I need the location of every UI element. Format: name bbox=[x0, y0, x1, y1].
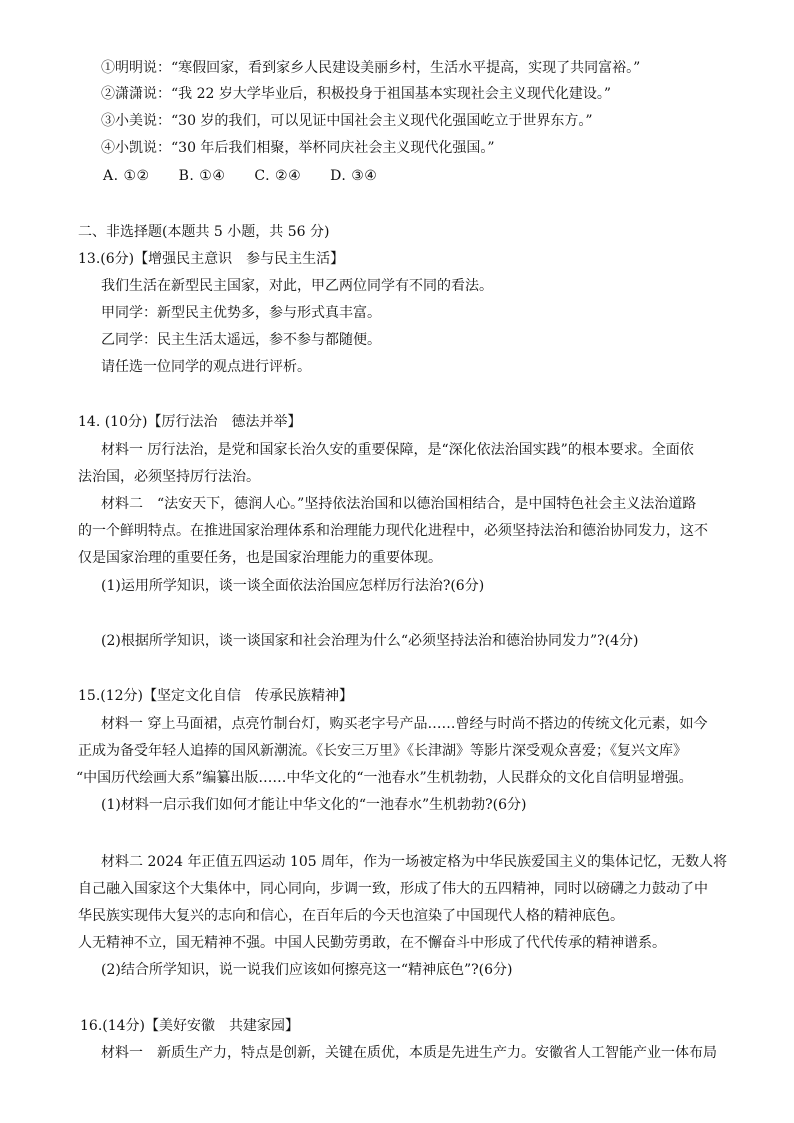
section-title: 二、非选择题(本题共 5 小题，共 56 分) bbox=[78, 224, 330, 240]
q14-header: 14. (10分)【厉行法治 德法并举】 bbox=[78, 414, 302, 430]
q14-line: 材料一 厉行法治，是党和国家长治久安的重要保障，是“深化依法治国实践”的根本要求。全面依 bbox=[101, 442, 694, 458]
q16-header: 16.(14分)【美好安徽 共建家园】 bbox=[80, 1018, 300, 1034]
opinion-4: ④小凯说：“30 年后我们相聚，举杯同庆社会主义现代化强国。” bbox=[101, 140, 495, 156]
answer-options: A. ①② B. ①④ C. ②④ D. ③④ bbox=[103, 168, 378, 184]
q13-line: 我们生活在新型民主国家，对此，甲乙两位同学有不同的看法。 bbox=[101, 278, 493, 294]
q15-line: “中国历代绘画大系”编纂出版……中华文化的“一池春水”生机勃勃，人民群众的文化自信明显增强。 bbox=[76, 770, 693, 786]
q15-line: 材料一 穿上马面裙，点亮竹制台灯，购买老字号产品……曾经与时尚不搭边的传统文化元素，如今 bbox=[101, 716, 708, 732]
q13-line: 甲同学：新型民主优势多，参与形式真丰富。 bbox=[101, 305, 381, 321]
q15-line: 正成为备受年轻人追捧的国风新潮流。《长安三万里》《长津湖》等影片深受观众喜爱；《复兴文库》 bbox=[78, 743, 687, 759]
q13-line: 乙同学：民主生活太遥远，参不参与都随便。 bbox=[101, 332, 381, 348]
q15-line: 华民族实现伟大复兴的志向和信心，在百年后的今天也渲染了中国现代人格的精神底色。 bbox=[78, 908, 624, 924]
q15-sub2: (2)结合所学知识，说一说我们应该如何擦亮这一“精神底色”?(6分) bbox=[101, 962, 513, 978]
q14-line: 法治国，必须坚持厉行法治。 bbox=[78, 469, 260, 485]
opinion-1: ①明明说：“寒假回家，看到家乡人民建设美丽乡村，生活水平提高，实现了共同富裕。” bbox=[101, 60, 641, 76]
q16-line: 材料一 新质生产力，特点是创新，关键在质优，本质是先进生产力。安徽省人工智能产业一体布局 bbox=[101, 1045, 717, 1061]
q15-header: 15.(12分)【坚定文化自信 传承民族精神】 bbox=[78, 688, 354, 704]
q14-line: 仅是国家治理的重要任务，也是国家治理能力的重要体现。 bbox=[78, 550, 442, 566]
q14-sub2: (2)根据所学知识，谈一谈国家和社会治理为什么“必须坚持法治和德治协同发力”?(4分) bbox=[101, 633, 639, 649]
q14-line: 材料二 “法安天下，德润人心。”坚持依法治国和以德治国相结合，是中国特色社会主义法治道路 bbox=[101, 496, 697, 512]
q15-line: 自己融入国家这个大集体中，同心同向，步调一致，形成了伟大的五四精神，同时以磅礴之力鼓动了中 bbox=[78, 881, 708, 897]
q13-header: 13.(6分)【增强民主意识 参与民主生活】 bbox=[78, 251, 345, 267]
q14-line: 的一个鲜明特点。在推进国家治理体系和治理能力现代化进程中，必须坚持法治和德治协同发力，这不 bbox=[78, 523, 708, 539]
q15-line: 人无精神不立，国无精神不强。中国人民勤劳勇敢，在不懈奋斗中形成了代代传承的精神谱系。 bbox=[78, 935, 666, 951]
opinion-2: ②潇潇说：“我 22 岁大学毕业后，积极投身于祖国基本实现社会主义现代化建设。” bbox=[101, 86, 612, 102]
q15-line: 材料二 2024 年正值五四运动 105 周年，作为一场被定格为中华民族爱国主义的集体记忆，无数人将 bbox=[101, 854, 728, 870]
opinion-3: ③小美说：“30 岁的我们，可以见证中国社会主义现代化强国屹立于世界东方。” bbox=[101, 113, 593, 129]
q13-line: 请任选一位同学的观点进行评析。 bbox=[101, 359, 311, 375]
q14-sub1: (1)运用所学知识，谈一谈全面依法治国应怎样厉行法治?(6分) bbox=[101, 578, 485, 594]
q15-sub1: (1)材料一启示我们如何才能让中华文化的“一池春水”生机勃勃?(6分) bbox=[101, 797, 527, 813]
